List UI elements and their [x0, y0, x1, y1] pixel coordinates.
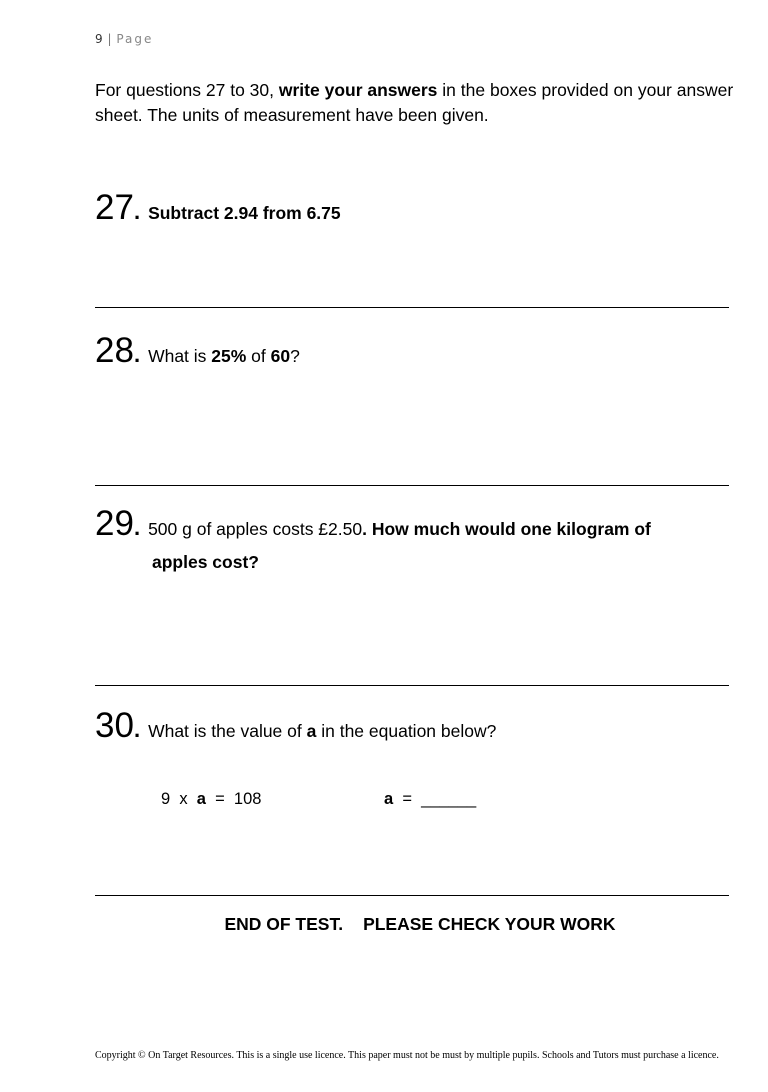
instructions-bold: write your answers [278, 80, 438, 100]
equation-left-post: = 108 [205, 790, 262, 808]
answer-line: = ______ [393, 790, 477, 808]
question-30-number: 30 [95, 706, 134, 745]
end-of-test [0, 914, 768, 935]
instructions-part1: For questions 27 to 30, [95, 80, 279, 100]
question-29-text1: 500 g of apples costs £2.50 [148, 519, 363, 539]
question-28-amount: 60 [270, 346, 291, 366]
divider-27 [95, 307, 729, 308]
question-29-number: 29 [95, 504, 134, 543]
question-29-bold1: . How much would one kilogram of [362, 519, 651, 539]
answer-variable: a [384, 790, 394, 808]
page-number-value: 9 [95, 32, 104, 46]
check-work-label: PLEASE CHECK YOUR WORK [363, 914, 616, 934]
question-30-text [148, 721, 496, 741]
question-30-text1: What is the value of [148, 721, 307, 741]
question-27 [95, 188, 341, 228]
question-27-number: 27 [95, 188, 134, 227]
question-28-text3: ? [290, 346, 300, 366]
question-30 [95, 706, 496, 746]
page-number [95, 32, 153, 46]
question-28 [95, 331, 300, 371]
page-number-word: Page [116, 32, 154, 46]
instructions-part2: in the boxes provided on your answer sheet. The units of measurement have been given. [95, 80, 734, 125]
question-28-text [148, 346, 300, 366]
question-27-text: Subtract 2.94 from 6.75 [148, 203, 341, 223]
question-28-dot: . [133, 342, 141, 367]
divider-29 [95, 685, 729, 686]
question-29-dot: . [133, 515, 141, 540]
instructions [95, 78, 735, 128]
question-30-text2: in the equation below? [316, 721, 497, 741]
question-27-dot: . [133, 199, 141, 224]
question-28-percent: 25% [211, 346, 247, 366]
question-28-text1: What is [148, 346, 212, 366]
question-30-variable: a [306, 721, 317, 741]
question-29 [95, 504, 651, 544]
question-29-continuation: apples cost? [152, 552, 259, 572]
divider-30 [95, 895, 729, 896]
answer-blank [384, 790, 476, 809]
equation-variable: a [196, 790, 206, 808]
question-28-text2: of [246, 346, 271, 366]
question-29-text [148, 519, 651, 539]
divider-28 [95, 485, 729, 486]
equation [161, 790, 261, 809]
page-number-separator: | [107, 32, 113, 46]
copyright-footer: Copyright © On Target Resources. This is a single use licence. This paper must not be must by multiple pupils. Schools and Tutors must purchase a licence. [95, 1050, 719, 1061]
equation-left-pre: 9 x [161, 790, 197, 808]
question-30-dot: . [133, 717, 141, 742]
question-28-number: 28 [95, 331, 134, 370]
end-of-test-label: END OF TEST. [224, 914, 344, 934]
